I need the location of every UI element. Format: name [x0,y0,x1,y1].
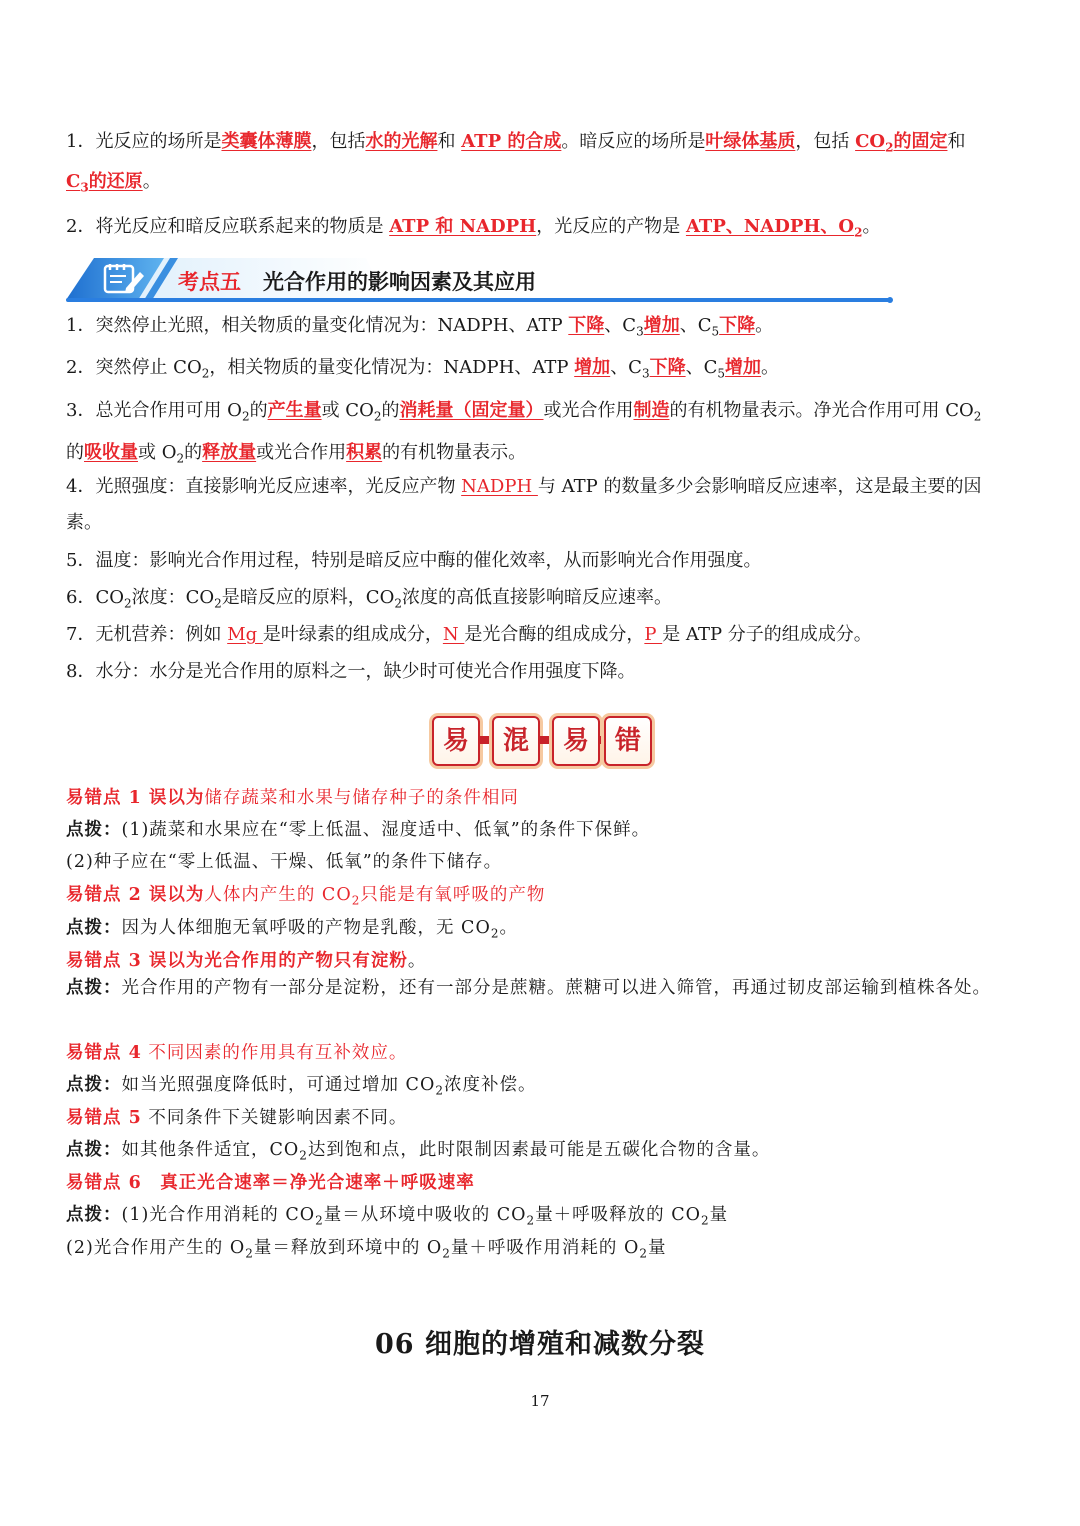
subscript: 2 [299,1148,308,1163]
error-point-6-tip [66,1199,1026,1231]
text: 。 [755,315,774,336]
text: 。 [761,357,780,378]
answer: 水的光解 [365,131,438,152]
text: 或光合作用 [256,442,347,463]
error-text: 真正光合速率＝净光合速率＋呼吸速率 [141,1173,475,1193]
text: 2．突然停止 CO [66,357,202,378]
answer: 下降 [719,315,756,336]
answer: 增加 [643,315,680,336]
tip-label: 点拨： [66,1140,122,1160]
text: 是暗反应的原料，CO [221,587,395,608]
answer: 类囊体薄膜 [221,131,312,152]
paragraph-mineral-nutrition [66,617,1016,653]
answer: 增加 [574,357,611,378]
subscript: 2 [394,596,402,611]
text: ，包括 [311,131,366,152]
answer: 下降 [568,315,605,336]
subscript: 2 [241,409,250,424]
text: 1．突然停止光照，相关物质的量变化情况为：NADPH、ATP [66,315,569,336]
paragraph-co2-concentration [66,580,1016,616]
answer: P [644,624,663,645]
answer: NADPH [461,476,538,497]
text: C [66,171,81,192]
text: 7．无机营养：例如 [66,624,228,645]
tip-label: 点拨： [66,820,122,840]
tip-text: 光合作用的产物有一部分是淀粉，还有一部分是蔗糖。蔗糖可以进入筛管，再通过韧皮部运输到植株各处。 [121,978,991,998]
text: 的 [184,442,203,463]
text: 。 [862,216,881,237]
text: 与 ATP 的数量多少会影响暗反应速率，这是最主要的因素。 [66,476,982,533]
answer: 吸收量 [84,442,138,463]
text: 4．光照强度：直接影响光反应速率，光反应产物 [66,476,462,497]
text: 、C [604,315,637,336]
tip-text: (1)光合作用消耗的 CO [121,1205,316,1225]
answer: 下降 [649,357,686,378]
subscript: 2 [490,926,500,941]
answer [855,131,948,155]
tip-label: 点拨： [66,978,122,998]
tip-text: 量＋呼吸释放的 CO [535,1205,701,1225]
text: 。暗反应的场所是 [561,131,706,152]
text: 是光合酶的组成成分， [464,624,645,645]
error-prone-banner [432,716,652,768]
text: 2．将光反应和暗反应联系起来的物质是 [66,216,390,237]
subscript: 2 [214,596,222,611]
text: 或 CO [321,400,374,421]
subscript: 2 [201,366,210,381]
text: 的有机物量表示。 [382,442,527,463]
banner-char: 易 [552,716,600,766]
text: 只能是有氧呼吸的产物 [360,885,546,905]
page-number: 17 [530,1392,550,1410]
paragraph-light-intensity [66,469,1016,541]
error-point-1-tip [66,814,1026,846]
answer: N [442,624,465,645]
answer: Mg [227,624,263,645]
subscript: 2 [885,140,894,155]
text: 的 [66,442,84,463]
answer [66,171,143,195]
tip-label: 点拨： [66,918,122,938]
text: 的 [249,400,268,421]
subscript: 2 [123,596,132,611]
error-point-4-title [66,1037,1026,1069]
tip-label: 点拨： [66,1075,122,1095]
banner-char: 错 [604,716,652,766]
subscript: 2 [526,1213,536,1228]
text: 。 [407,951,427,971]
tip-text: 量 [709,1205,729,1225]
subscript: 2 [639,1246,648,1261]
text: 是叶绿素的组成成分， [262,624,443,645]
text: 的还原 [88,171,143,192]
error-point-5-title [66,1102,1026,1134]
banner-char: 易 [432,716,480,766]
text: 或光合作用 [543,400,634,421]
tip-text: 因为人体细胞无氧呼吸的产物是乳酸，无 CO [121,918,491,938]
text: 。 [142,171,161,192]
section-header [66,256,896,304]
text: 的固定 [893,131,948,152]
error-label: 易错点 4 [66,1043,142,1063]
answer: ATP 和 NADPH [389,216,537,237]
subscript: 2 [373,409,382,424]
text: 或 O [138,442,177,463]
tip-text: 量＋呼吸作用消耗的 O [450,1238,640,1258]
subscript: 3 [636,324,644,339]
text: 1．光反应的场所是 [66,131,222,152]
error-point-4-tip [66,1069,1026,1101]
paragraph-light-reaction-site [66,122,1016,202]
text: 6．CO [66,587,124,608]
subscript: 2 [176,451,185,466]
text: 、C [610,357,642,378]
error-point-6-title [66,1167,1026,1199]
text: 浓度的高低直接影响暗反应速率。 [401,587,672,608]
text: ，光反应的产物是 [536,216,686,237]
error-point-1-title [66,782,1026,814]
tip-text: 如其他条件适宜，CO [121,1140,300,1160]
tip-text: 如当光照强度降低时，可通过增加 CO [121,1075,436,1095]
tip-text: (2)种子应在“零上低温、干燥、低氧”的条件下储存。 [66,852,503,872]
error-point-2-title [66,879,1026,911]
text: 的 [381,400,400,421]
error-text: 不同因素的作用具有互补效应。 [141,1043,408,1063]
notepad-pencil-icon [102,262,146,296]
text: ，相关物质的量变化情况为：NADPH、ATP [209,357,575,378]
section-number: 考点五 [178,270,241,294]
error-text [204,885,546,908]
subscript: 5 [717,366,726,381]
error-point-5-tip [66,1134,1026,1166]
subscript: 2 [973,409,982,424]
text: 人体内产生的 CO [204,885,352,905]
error-point-2-tip [66,912,1026,944]
text: 是 ATP 分子的组成成分。 [662,624,872,645]
paragraph-water: 8．水分：水分是光合作用的原料之一，缺少时可使光合作用强度下降。 [66,661,636,682]
error-label: 易错点 3 误以为光合作用的产物只有淀粉 [66,951,408,971]
answer: ATP 的合成 [461,131,562,152]
text: CO [855,131,886,152]
answer: 积累 [346,442,383,463]
section-name: 光合作用的影响因素及其应用 [263,270,536,294]
answer: 制造 [633,400,670,421]
banner-connector [539,736,553,744]
tip-text: 量 [647,1238,667,1258]
text: 、C [685,357,718,378]
tip-text: 浓度补偿。 [443,1075,537,1095]
error-label: 易错点 1 误以为 [66,788,205,808]
text: 和 [947,131,966,152]
tip-text: 。 [499,918,518,938]
subscript: 3 [80,180,89,195]
tip-text: (2)光合作用产生的 O [66,1238,246,1258]
subscript: 3 [641,366,650,381]
tip-label: 点拨： [66,1205,122,1225]
tip-text: 量＝释放到环境中的 O [253,1238,443,1258]
subscript: 2 [435,1083,444,1098]
paragraph-temperature: 5．温度：影响光合作用过程，特别是暗反应中酶的催化效率，从而影响光合作用强度。 [66,550,762,571]
text: 浓度：CO [131,587,215,608]
text: 的有机物量表示。净光合作用可用 CO [669,400,974,421]
error-label: 易错点 2 误以为 [66,885,205,905]
subscript: 2 [854,225,863,240]
section-title [178,266,536,296]
subscript: 2 [701,1213,710,1228]
text: 3．总光合作用可用 O [66,400,242,421]
answer: 消耗量（固定量） [399,400,544,421]
answer [685,216,863,240]
banner-char: 混 [492,716,540,766]
error-text: 储存蔬菜和水果与储存种子的条件相同 [204,788,519,808]
tip-text: 达到饱和点，此时限制因素最可能是五碳化合物的含量。 [307,1140,771,1160]
tip-text: 量＝从环境中吸收的 CO [323,1205,527,1225]
banner-connector [479,736,493,744]
answer: 增加 [725,357,762,378]
answer: 产生量 [267,400,322,421]
error-point-6-tip-2 [66,1232,1026,1264]
error-text: 不同条件下关键影响因素不同。 [141,1108,408,1128]
paragraph-stop-co2 [66,348,1016,388]
answer: 叶绿体基质 [705,131,796,152]
paragraph-total-net-photosynthesis [66,390,1016,474]
answer: 释放量 [202,442,257,463]
text: 和 [437,131,462,152]
subscript: 2 [315,1213,324,1228]
text: ，包括 [795,131,856,152]
subscript: 2 [351,893,361,908]
chapter-heading: 06 细胞的增殖和减数分裂 [375,1329,705,1360]
error-point-1-tip-2 [66,846,1026,878]
tip-text: (1)蔬菜和水果应在“零上低温、湿度适中、低氧”的条件下保鲜。 [121,820,651,840]
subscript: 5 [711,324,720,339]
subscript: 2 [245,1246,254,1261]
text: ATP、NADPH、O [685,216,855,237]
error-label: 易错点 5 [66,1108,142,1128]
text: 、C [679,315,712,336]
paragraph-link-substances [66,207,1016,247]
error-point-3-tip [66,973,1026,1004]
subscript: 2 [442,1246,451,1261]
error-label: 易错点 6 [66,1173,142,1193]
paragraph-stop-light [66,306,1016,346]
